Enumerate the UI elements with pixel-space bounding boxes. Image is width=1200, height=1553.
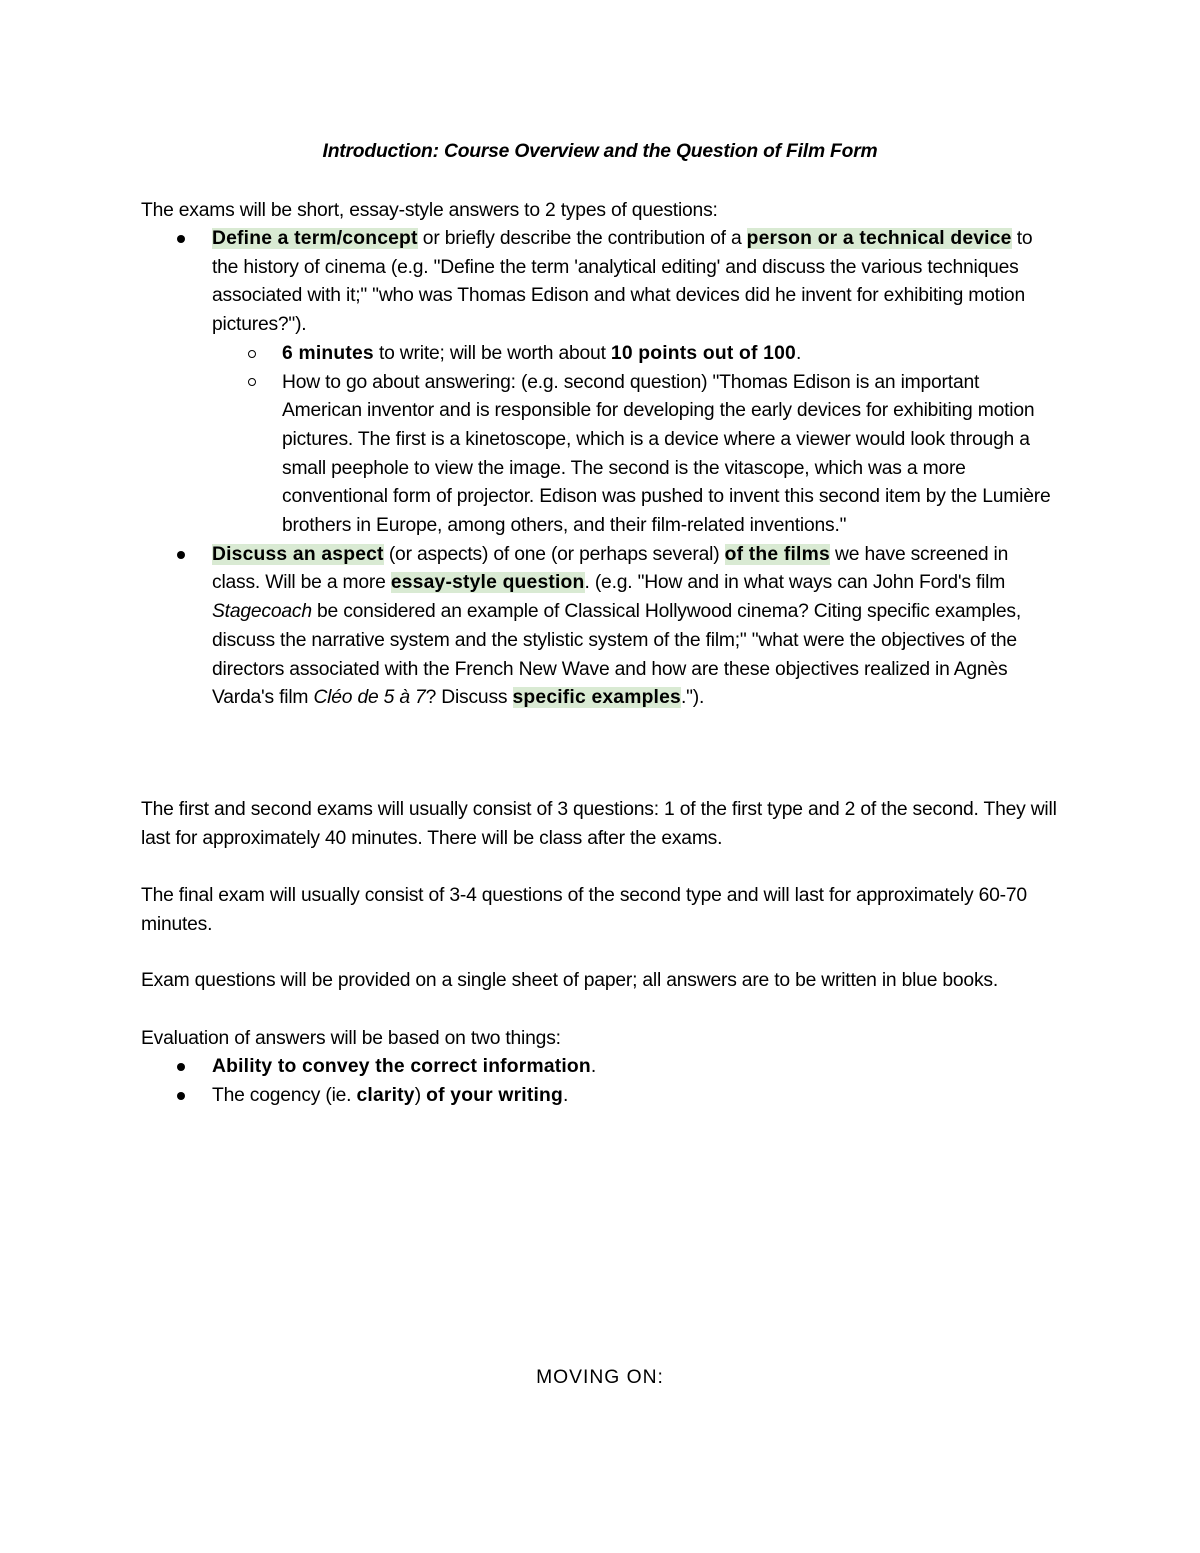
rich-text: The cogency (ie. clarity) of your writing. bbox=[212, 1084, 569, 1106]
evaluation-item-information bbox=[141, 1053, 1061, 1082]
bullet-icon bbox=[177, 1082, 185, 1111]
document-title: Introduction: Course Overview and the Question of Film Form bbox=[322, 141, 878, 162]
rich-text: How to go about answering: (e.g. second question) "Thomas Edison is an important American inventor and is responsible for developing the early devices for exhibiting motion pictures. The first is a kinetoscope, which is a device where a viewer would look through a small peephole to view the image. The second is the vitascope, which was a more conventional form of projector. Edison was pushed to invent this second item by the Lumière brothers in Europe, among others, and their film-related inventions." bbox=[282, 371, 1051, 537]
paragraph-exam-format: Exam questions will be provided on a single sheet of paper; all answers are to be written in blue books. bbox=[141, 970, 998, 991]
sublist bbox=[141, 340, 1061, 541]
paragraph-evaluation-intro: Evaluation of answers will be based on two things: bbox=[141, 1028, 561, 1049]
hollow-bullet-icon bbox=[248, 369, 256, 398]
rich-text: Ability to convey the correct information. bbox=[212, 1056, 597, 1077]
rich-text: Discuss an aspect (or aspects) of one (or perhaps several) of the films we have screened in class. Will be a more essay-style question. (e.g. "How and in what ways can John Ford's film Stagecoach be considered an example of Classical Hollywood cinema? Citing specific examples, discuss the narrative system and the stylistic system of the film;" "what were the objectives of the directors associated with the French New Wave and how are these objectives realized in Agnès Varda's film Cléo de 5 à 7? Discuss specific examples."). bbox=[212, 543, 1021, 709]
rich-text: 6 minutes to write; will be worth about 10 points out of 100. bbox=[282, 342, 802, 364]
bullet-icon bbox=[177, 225, 185, 254]
list-item-discuss-aspect bbox=[141, 541, 1061, 713]
evaluation-item-cogency bbox=[141, 1082, 1061, 1111]
list-item-define-term bbox=[141, 225, 1061, 541]
rich-text: Define a term/concept or briefly describe the contribution of a person or a technical device to the history of cinema (e.g. "Define the term 'analytical editing' and discuss the various techniques associated with it;" "who was Thomas Edison and what devices did he invent for exhibiting motion pictures?"). bbox=[212, 228, 1033, 336]
question-types-list bbox=[141, 225, 1061, 713]
sublist-item-time-points bbox=[141, 340, 1061, 369]
sublist-item-how-to-answer bbox=[141, 369, 1061, 541]
footer-heading: MOVING ON: bbox=[536, 1367, 664, 1388]
intro-paragraph: The exams will be short, essay-style answers to 2 types of questions: bbox=[141, 200, 718, 221]
evaluation-list bbox=[141, 1053, 1061, 1110]
hollow-bullet-icon bbox=[248, 340, 256, 369]
bullet-icon bbox=[177, 1053, 185, 1082]
paragraph-final-exam: The final exam will usually consist of 3-4 questions of the second type and will last for approximately 60-70 minutes. bbox=[141, 885, 1027, 935]
paragraph-first-second-exams: The first and second exams will usually consist of 3 questions: 1 of the first type and 2 of the second. They will last for approximately 40 minutes. There will be class after the exams. bbox=[141, 799, 1057, 849]
bullet-icon bbox=[177, 541, 185, 570]
